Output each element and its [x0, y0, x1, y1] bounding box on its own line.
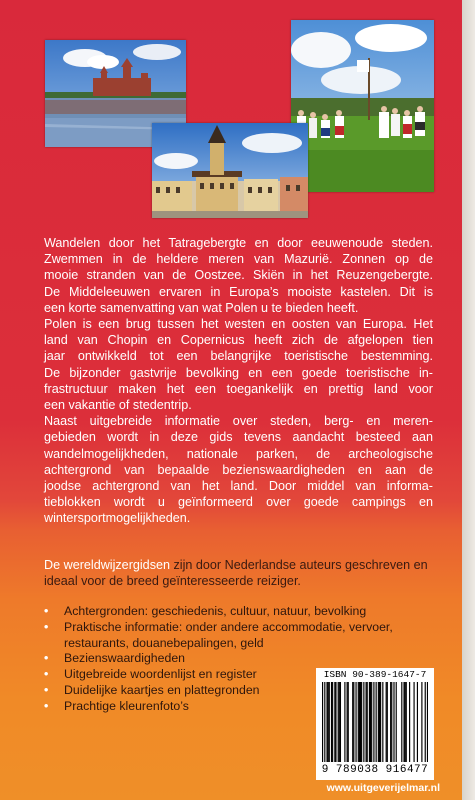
feature-item-text: Prachtige kleurenfoto’s [64, 698, 189, 713]
barcode-bar [326, 682, 327, 762]
barcode-bar [403, 682, 404, 762]
barcode-bar [334, 682, 335, 762]
text-line: Zwemmen in de heldere meren van Mazurië. Zonnen op de [44, 252, 433, 267]
text-line: een korte samenvatting van wat Polen u te bieden heeft. [44, 300, 359, 315]
publisher-website[interactable]: www.uitgeverijelmar.nl [326, 782, 440, 794]
barcode-bar [406, 682, 407, 762]
description-paragraph [44, 413, 433, 526]
description-paragraph [44, 316, 433, 413]
isbn-digits: 9 789038 916477 [321, 764, 429, 776]
description-text [44, 235, 433, 527]
barcode-bar [369, 682, 370, 762]
series-name: De wereldwijzergidsen [44, 558, 170, 572]
barcode-bar [335, 682, 336, 762]
barcode-bar [370, 682, 371, 762]
barcode-bar [360, 682, 361, 762]
barcode-bar [421, 682, 422, 762]
barcode-bar [339, 682, 340, 762]
folk-dancers-photo [291, 20, 434, 192]
barcode-bar [393, 682, 394, 762]
bullet-icon: • [44, 667, 49, 682]
bullet-icon: • [44, 651, 49, 666]
barcode-bar [328, 682, 329, 762]
barcode-bar [358, 682, 359, 762]
bullet-icon: • [44, 682, 49, 697]
feature-item-text: Bezienswaardigheden [64, 651, 186, 666]
text-line: achtergrond van bepaalde bezienswaardigheden en aan de [44, 462, 433, 477]
text-line: wandelmogelijkheden, nationale parken, de archeologische [44, 446, 433, 461]
barcode-bar [371, 682, 372, 762]
text-line: frastructuur maken het een toegankelijk en prettig land voor [44, 381, 433, 396]
barcode-bar [390, 682, 391, 762]
barcode-bar [347, 682, 348, 762]
barcode-bar [353, 682, 354, 762]
series-intro-rest: zijn door Nederlandse auteurs geschreven en ideaal voor de breed geïnteresseerde reiziger. [44, 558, 428, 589]
barcode-bar [363, 682, 364, 762]
barcode-bar [379, 682, 380, 762]
barcode-bar [386, 682, 387, 762]
barcode-bar [387, 682, 388, 762]
barcode-bar [340, 682, 341, 762]
feature-item-text: Duidelijke kaartjes en plattegronden [64, 682, 260, 697]
barcode-bar [425, 682, 426, 762]
text-line: tieblokken wordt u geïnformeerd over goede campings en [44, 495, 433, 510]
barcode-bar [396, 682, 397, 762]
feature-item-text: Praktische informatie: onder andere accommodatie, vervoer, [64, 619, 393, 634]
text-line: joodse achtergrond van het land. Door middel van informa- [44, 479, 433, 494]
barcode-bar [405, 682, 406, 762]
town-hall-photo [152, 123, 308, 218]
description-paragraph [44, 235, 433, 316]
barcode-bar [373, 682, 374, 762]
text-line: wintersportmogelijkheden. [44, 511, 191, 526]
barcode-bar [413, 682, 414, 762]
barcode-bar [382, 682, 383, 762]
barcode-bar [331, 682, 332, 762]
text-line: land van Chopin en Copernicus heeft zich de afgelopen tien [44, 333, 433, 348]
barcode-bar [352, 682, 353, 762]
feature-item [44, 604, 444, 620]
barcode-bar [391, 682, 392, 762]
barcode-bar [332, 682, 333, 762]
barcode-bar [348, 682, 349, 762]
bullet-icon: • [44, 698, 49, 713]
barcode-bar [380, 682, 381, 762]
text-line: gebieden wordt in deze gids tevens aandacht besteed aan [44, 430, 433, 445]
barcode-bar [361, 682, 362, 762]
barcode-bar [417, 682, 418, 762]
barcode-bar [376, 682, 377, 762]
barcode-bar [344, 682, 345, 762]
barcode-bar [409, 682, 410, 762]
bullet-icon: • [44, 604, 49, 618]
text-line: Naast uitgebreide informatie over steden, berg- en meren- [44, 414, 433, 429]
barcode-bar [355, 682, 356, 762]
text-line: Polen is een brug tussen het westen en oosten van Europa. Het [44, 317, 433, 332]
barcode-bar [324, 682, 325, 762]
series-intro [44, 557, 436, 590]
barcode-bar [401, 682, 402, 762]
barcode-bar [359, 682, 360, 762]
barcode-bar [322, 682, 323, 762]
text-line: Wandelen door het Tatragebergte en door eeuwenoude steden. [44, 236, 433, 250]
isbn-label: ISBN 90-389-1647-7 [323, 669, 427, 680]
feature-item-text: Achtergronden: geschiedenis, cultuur, natuur, bevolking [64, 604, 367, 618]
feature-item-text: Uitgebreide woordenlijst en register [64, 667, 257, 682]
text-line: De bijzonder gastvrije bevolking en een goede toeristische in- [44, 365, 433, 380]
bullet-icon: • [44, 619, 49, 634]
page-edge [462, 0, 475, 800]
barcode-image [322, 682, 428, 762]
text-line: De Middeleeuwen ervaren in Europa’s mooiste kastelen. Dit is [44, 284, 433, 299]
feature-item [44, 651, 444, 667]
isbn-barcode-box [316, 668, 434, 780]
barcode-bar [329, 682, 330, 762]
text-line: mooie stranden van de Oostzee. Skiën in het Reuzengebergte. [44, 268, 433, 283]
barcode-bar [366, 682, 367, 762]
barcode-bar [427, 682, 428, 762]
feature-item-text: restaurants, douanebepalingen, geld [64, 635, 264, 650]
text-line: jaar ontwikkeld tot een belangrijke toeristische bestemming. [44, 349, 433, 364]
text-line: een vakantie of stedentrip. [44, 398, 192, 413]
feature-item [44, 620, 444, 652]
barcode-bar [338, 682, 339, 762]
barcode-bar [367, 682, 368, 762]
barcode-bar [378, 682, 379, 762]
